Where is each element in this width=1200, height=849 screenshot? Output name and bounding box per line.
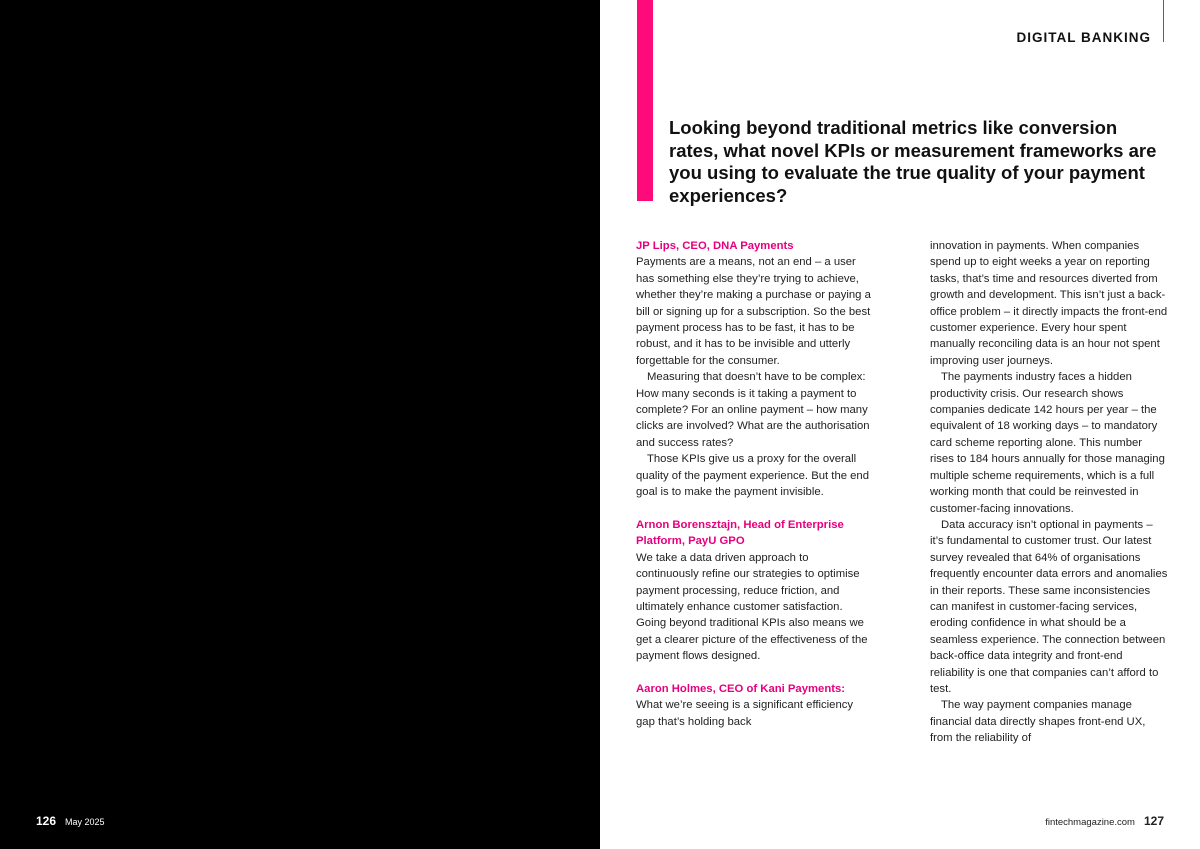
paragraph: Measuring that doesn’t have to be complex: How many seconds is it taking a payment to complete? For an online payment – how many clicks are involved? What are the authorisation and success rates? (636, 371, 870, 449)
issue-date: May 2025 (65, 817, 105, 827)
paragraph: Payments are a means, not an end – a user has something else they’re trying to achieve, whether they’re making a purchase or paying a bill or signing up for a subscription. So the best payment process has to be fast, it has to be robust, and it has to be invisible and utterly forgettable for the consumer. (636, 256, 871, 367)
section-label: DIGITAL BANKING (1016, 30, 1151, 45)
paragraph: The way payment companies manage financial data directly shapes front-end UX, from the reliability of (930, 699, 1146, 745)
paragraph: We take a data driven approach to continuously refine our strategies to optimise payment processing, reduce friction, and ultimately enhance customer satisfaction. Going beyond traditional KPIs also means we get a clearer picture of the effectiveness of the payment flows designed. (636, 551, 868, 663)
left-folio (36, 814, 105, 828)
speaker-name: Aaron Holmes, CEO of Kani Payments: (636, 682, 846, 695)
left-page-number: 126 (36, 814, 57, 828)
website-url: fintechmagazine.com (1045, 817, 1135, 828)
paragraph: innovation in payments. When companies spend up to eight weeks a year on reporting tasks, that’s time and resources diverted from growth and development. This isn’t just a back-office problem – it directly impacts the front-end customer experience. Every hour spent manually reconciling data is an hour not spent improving user journeys. (930, 240, 1168, 367)
right-folio (1045, 814, 1164, 828)
article-column-2 (930, 238, 1168, 747)
right-page-number: 127 (1143, 814, 1164, 828)
paragraph: The payments industry faces a hidden productivity crisis. Our research shows companies dedicate 142 hours per year – the equivalent of 18 working days – to mandatory card scheme reporting alone. This number rises to 184 hours annually for those managing multiple scheme requirements, which is a full working month that could be reinvested in customer-facing innovations. (930, 371, 1165, 515)
speaker-name: JP Lips, CEO, DNA Payments (636, 240, 794, 252)
accent-bar (637, 0, 653, 201)
question-heading: Looking beyond traditional metrics like conversion rates, what novel KPIs or measurement frameworks are you using to evaluate the true quality of your payment experiences? (669, 117, 1157, 206)
speaker-name: Arnon Borensztajn, Head of Enterprise Platform, PayU GPO (636, 518, 844, 548)
article-column-1 (636, 238, 874, 730)
paragraph: Data accuracy isn’t optional in payments – it’s fundamental to customer trust. Our latest survey revealed that 64% of organisations frequently encounter data errors and anomalies in their reports. These same inconsistencies can manifest in customer-facing services, eroding confidence in what should be a seamless experience. The connection between back-office data integrity and front-end reliability is one that companies can’t afford to test. (930, 518, 1168, 695)
accent-rule (1163, 0, 1164, 42)
paragraph: What we’re seeing is a significant efficiency gap that’s holding back (636, 699, 854, 728)
paragraph: Those KPIs give us a proxy for the overall quality of the payment experience. But the end goal is to make the payment invisible. (636, 453, 869, 499)
